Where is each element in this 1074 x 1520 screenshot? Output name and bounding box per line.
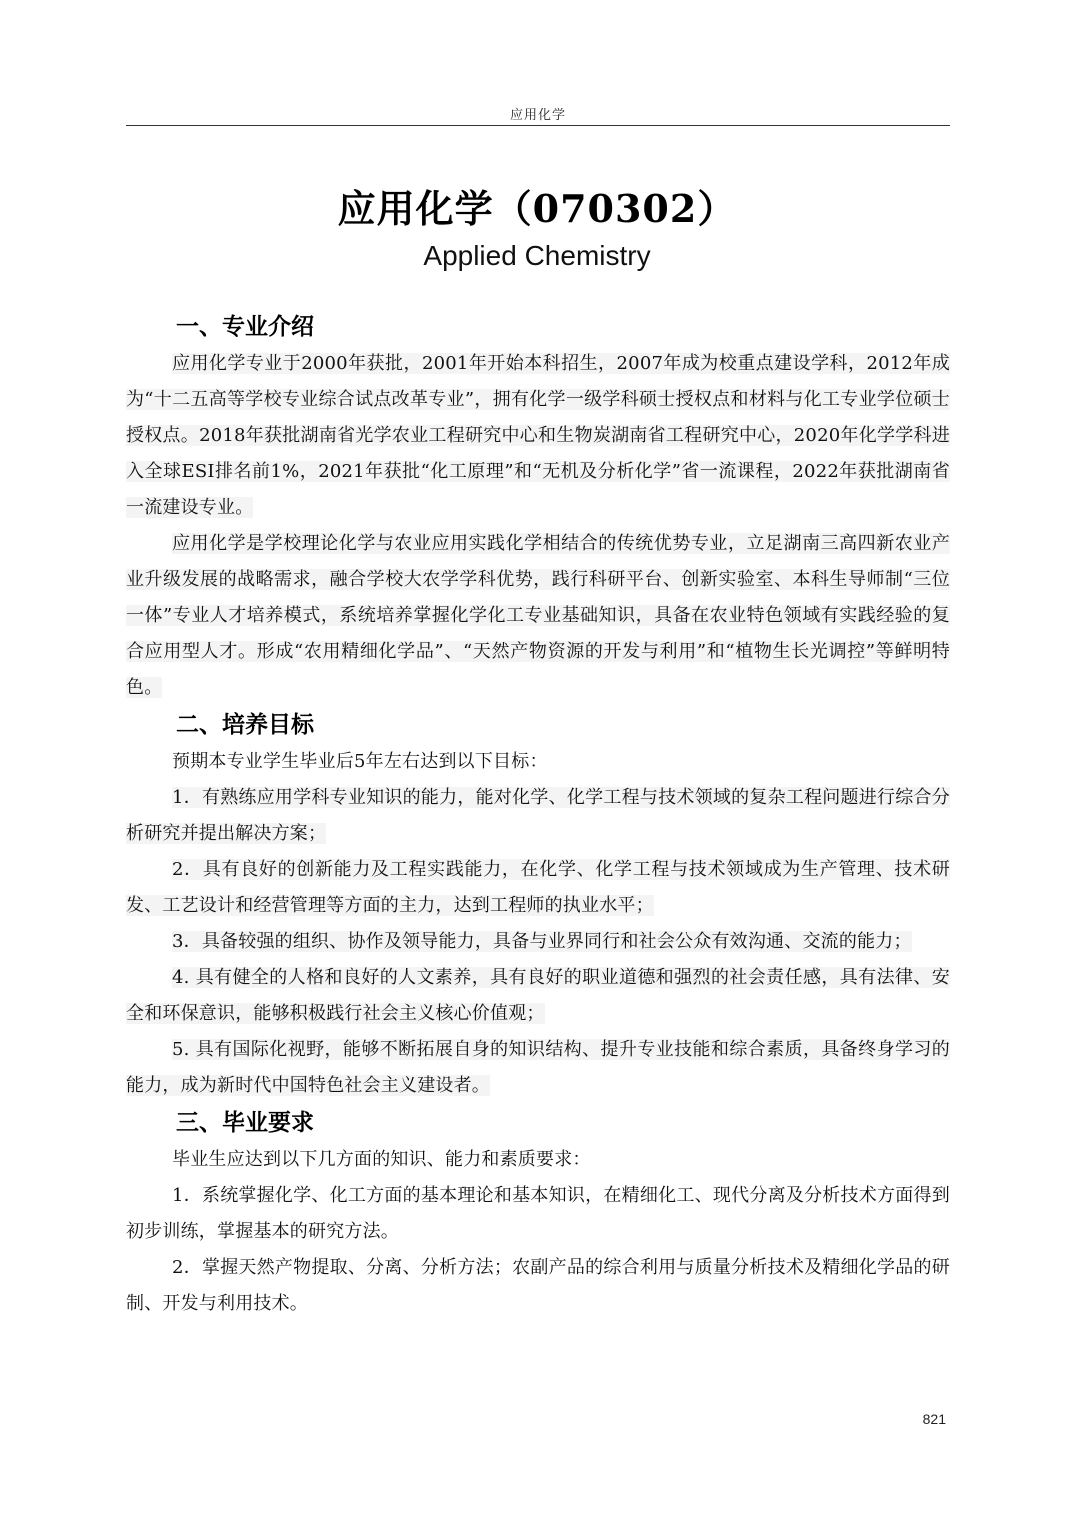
paragraph-text: 应用化学是学校理论化学与农业应用实践化学相结合的传统优势专业，立足湖南三高四新农业产业升级发展的战略需求，融合学校大农学学科优势，践行科研平台、创新实验室、本科生导师制“三位一体”专业人才培养模式，系统培养掌握化学化工专业基础知识，具备在农业特色领域有实践经验的复合应用型人才。形成“农用精细化学品”、“天然产物资源的开发与利用”和“植物生长光调控”等鲜明特色。 [126,533,950,698]
paragraph [126,1142,950,1178]
list-item [126,780,950,852]
paragraph-text: 1．系统掌握化学、化工方面的基本理论和基本知识，在精细化工、现代分离及分析技术方面得到初步训练，掌握基本的研究方法。 [126,1185,950,1242]
document-body [126,308,950,1322]
section-requirements [126,1104,950,1322]
list-item [126,852,950,924]
list-item [126,924,950,960]
paragraph-text: 1．有熟练应用学科专业知识的能力，能对化学、化学工程与技术领域的复杂工程问题进行综合分析研究并提出解决方案； [126,787,950,844]
section-heading: 一、专业介绍 [176,314,314,340]
paragraph-text: 5. 具有国际化视野，能够不断拓展自身的知识结构、提升专业技能和综合素质，具备终身学习的能力，成为新时代中国特色社会主义建设者。 [126,1039,950,1096]
list-item [126,1178,950,1250]
list-item [126,1250,950,1322]
section-heading: 三、毕业要求 [176,1110,314,1136]
page-subtitle: Applied Chemistry [423,240,651,271]
paragraph-text: 3．具备较强的组织、协作及领导能力，具备与业界同行和社会公众有效沟通、交流的能力； [172,931,912,952]
paragraph-text: 应用化学专业于2000年获批，2001年开始本科招生，2007年成为校重点建设学科，2012年成为“十二五高等学校专业综合试点改革专业”，拥有化学一级学科硕士授权点和材料与化工专业学位硕士授权点。2018年获批湖南省光学农业工程研究中心和生物炭湖南省工程研究中心，2020年化学学科进入全球ESI排名前1%，2021年获批“化工原理”和“无机及分析化学”省一流课程，2022年获批湖南省一流建设专业。 [126,353,950,518]
list-item [126,1032,950,1104]
header-rule [126,125,950,126]
paragraph [126,526,950,706]
paragraph [126,744,950,780]
paragraph-text: 毕业生应达到以下几方面的知识、能力和素质要求： [172,1149,591,1170]
running-header: 应用化学 [509,108,566,123]
section-heading: 二、培养目标 [176,712,314,738]
paragraph-text: 预期本专业学生毕业后5年左右达到以下目标： [172,751,548,772]
section-objectives [126,706,950,1104]
list-item [126,960,950,1032]
page-title: 应用化学（070302） [337,186,737,231]
paragraph-text: 2．掌握天然产物提取、分离、分析方法；农副产品的综合利用与质量分析技术及精细化学品的研制、开发与利用技术。 [126,1257,950,1314]
paragraph-text: 2．具有良好的创新能力及工程实践能力，在化学、化学工程与技术领域成为生产管理、技术研发、工艺设计和经营管理等方面的主力，达到工程师的执业水平； [126,859,950,916]
paragraph [126,346,950,526]
section-introduction [126,308,950,706]
paragraph-text: 4. 具有健全的人格和良好的人文素养，具有良好的职业道德和强烈的社会责任感，具有法律、安全和环保意识，能够积极践行社会主义核心价值观； [126,967,950,1024]
page-number: 821 [922,1411,946,1427]
